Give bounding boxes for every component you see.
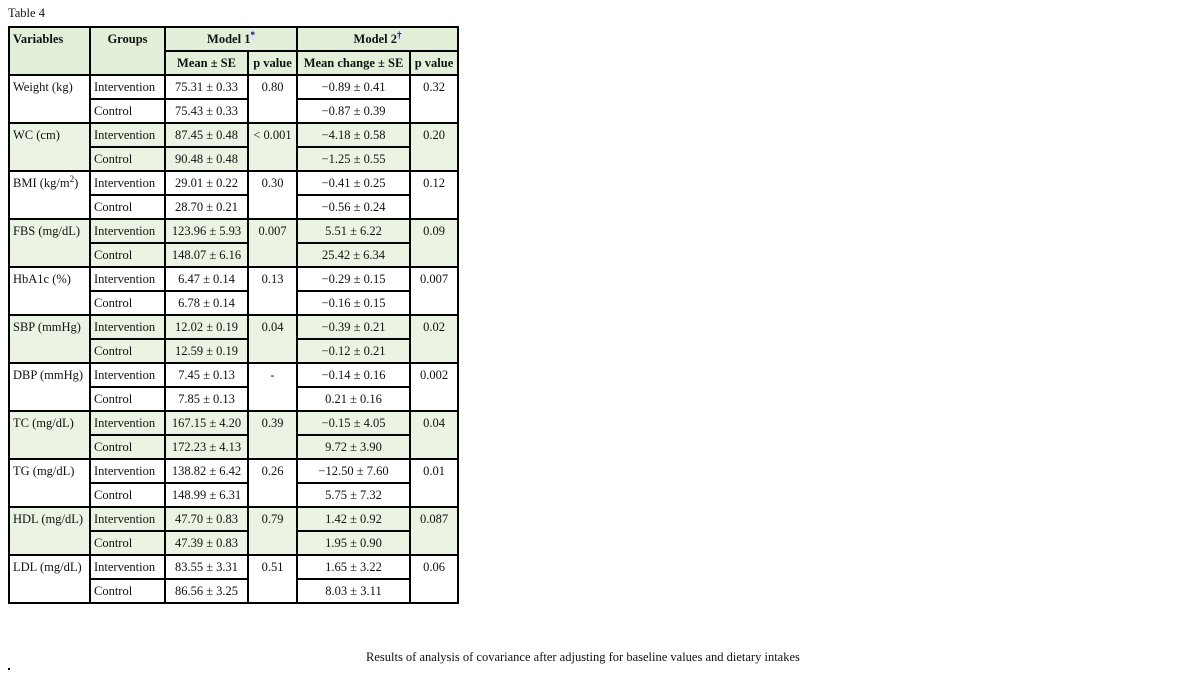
table-row — [9, 267, 458, 291]
variable-text: DBP (mmHg) — [13, 368, 84, 382]
mean-se-cell: 123.96 ± 5.93 — [165, 219, 248, 243]
mean-change-cell: 9.72 ± 3.90 — [297, 435, 410, 459]
group-cell: Intervention — [90, 363, 165, 387]
header-model1-footnote-mark[interactable]: * — [250, 29, 255, 40]
mean-change-cell: 5.75 ± 7.32 — [297, 483, 410, 507]
mean-se-cell: 148.99 ± 6.31 — [165, 483, 248, 507]
mean-se-cell: 87.45 ± 0.48 — [165, 123, 248, 147]
mean-change-cell: −12.50 ± 7.60 — [297, 459, 410, 483]
mean-change-cell: −0.41 ± 0.25 — [297, 171, 410, 195]
table-label: Table 4 — [8, 6, 45, 20]
mean-se-cell: 47.70 ± 0.83 — [165, 507, 248, 531]
mean-change-cell: −0.89 ± 0.41 — [297, 75, 410, 99]
variable-text: SBP (mmHg) — [13, 320, 81, 334]
header-mean-change-se: Mean change ± SE — [297, 51, 410, 75]
group-cell: Control — [90, 435, 165, 459]
results-table — [8, 26, 459, 604]
variable-cell — [9, 315, 90, 363]
variable-cell — [9, 411, 90, 459]
header-model1 — [165, 27, 297, 51]
mean-se-cell: 86.56 ± 3.25 — [165, 579, 248, 603]
mean-change-cell: −1.25 ± 0.55 — [297, 147, 410, 171]
p-value-model1-cell: 0.30 — [248, 171, 297, 219]
variable-cell — [9, 75, 90, 123]
mean-change-cell: −0.39 ± 0.21 — [297, 315, 410, 339]
header-p-value-2: p value — [410, 51, 458, 75]
mean-se-cell: 28.70 ± 0.21 — [165, 195, 248, 219]
variable-text: LDL (mg/dL) — [13, 560, 82, 574]
p-value-model1-cell: < 0.001 — [248, 123, 297, 171]
mean-change-cell: −0.16 ± 0.15 — [297, 291, 410, 315]
p-value-model1-cell: 0.51 — [248, 555, 297, 603]
mean-change-cell: −0.12 ± 0.21 — [297, 339, 410, 363]
p-value-model2-cell: 0.087 — [410, 507, 458, 555]
p-value-model2-cell: 0.01 — [410, 459, 458, 507]
header-groups: Groups — [90, 27, 165, 75]
mean-se-cell: 6.47 ± 0.14 — [165, 267, 248, 291]
table-caption: Results of analysis of covariance after adjusting for baseline values and dietary intakes — [366, 650, 800, 664]
table-body — [9, 75, 458, 603]
p-value-model2-cell: 0.007 — [410, 267, 458, 315]
group-cell: Control — [90, 579, 165, 603]
mean-se-cell: 75.43 ± 0.33 — [165, 99, 248, 123]
mean-change-cell: 8.03 ± 3.11 — [297, 579, 410, 603]
group-cell: Intervention — [90, 459, 165, 483]
mean-se-cell: 138.82 ± 6.42 — [165, 459, 248, 483]
variable-text: WC (cm) — [13, 128, 60, 142]
header-model2 — [297, 27, 458, 51]
variable-cell — [9, 171, 90, 219]
mean-se-cell: 75.31 ± 0.33 — [165, 75, 248, 99]
p-value-model1-cell: 0.39 — [248, 411, 297, 459]
mean-change-cell: 1.42 ± 0.92 — [297, 507, 410, 531]
header-model2-label: Model 2 — [353, 32, 397, 46]
p-value-model2-cell: 0.20 — [410, 123, 458, 171]
mean-change-cell: −0.87 ± 0.39 — [297, 99, 410, 123]
p-value-model1-cell: 0.13 — [248, 267, 297, 315]
mean-se-cell: 90.48 ± 0.48 — [165, 147, 248, 171]
mean-se-cell: 7.85 ± 0.13 — [165, 387, 248, 411]
group-cell: Control — [90, 243, 165, 267]
variable-text: TC (mg/dL) — [13, 416, 74, 430]
variable-superscript: 2 — [69, 173, 75, 184]
variable-text: HbA1c (%) — [13, 272, 71, 286]
p-value-model2-cell: 0.09 — [410, 219, 458, 267]
variable-cell — [9, 459, 90, 507]
mean-se-cell: 6.78 ± 0.14 — [165, 291, 248, 315]
p-value-model2-cell: 0.02 — [410, 315, 458, 363]
group-cell: Intervention — [90, 555, 165, 579]
p-value-model2-cell: 0.002 — [410, 363, 458, 411]
group-cell: Intervention — [90, 315, 165, 339]
table-row — [9, 171, 458, 195]
table-row — [9, 219, 458, 243]
p-value-model2-cell: 0.12 — [410, 171, 458, 219]
variable-cell — [9, 555, 90, 603]
p-value-model1-cell: 0.26 — [248, 459, 297, 507]
group-cell: Control — [90, 531, 165, 555]
group-cell: Intervention — [90, 171, 165, 195]
mean-change-cell: 1.95 ± 0.90 — [297, 531, 410, 555]
mean-se-cell: 172.23 ± 4.13 — [165, 435, 248, 459]
group-cell: Control — [90, 99, 165, 123]
group-cell: Intervention — [90, 411, 165, 435]
p-value-model1-cell: - — [248, 363, 297, 411]
group-cell: Intervention — [90, 267, 165, 291]
variable-text: BMI (kg/m — [13, 176, 70, 190]
group-cell: Control — [90, 483, 165, 507]
group-cell: Control — [90, 291, 165, 315]
mean-change-cell: 1.65 ± 3.22 — [297, 555, 410, 579]
table-row — [9, 315, 458, 339]
p-value-model2-cell: 0.04 — [410, 411, 458, 459]
mean-se-cell: 7.45 ± 0.13 — [165, 363, 248, 387]
header-model2-footnote-mark[interactable]: † — [396, 29, 402, 40]
mean-change-cell: −0.56 ± 0.24 — [297, 195, 410, 219]
group-cell: Control — [90, 339, 165, 363]
header-p-value-1: p value — [248, 51, 297, 75]
group-cell: Intervention — [90, 219, 165, 243]
group-cell: Intervention — [90, 75, 165, 99]
variable-cell — [9, 267, 90, 315]
mean-change-cell: 0.21 ± 0.16 — [297, 387, 410, 411]
variable-text: TG (mg/dL) — [13, 464, 75, 478]
mean-change-cell: −4.18 ± 0.58 — [297, 123, 410, 147]
table-row — [9, 123, 458, 147]
mean-change-cell: 25.42 ± 6.34 — [297, 243, 410, 267]
p-value-model2-cell: 0.32 — [410, 75, 458, 123]
stray-dot — [8, 668, 10, 670]
variable-cell — [9, 507, 90, 555]
variable-tail: ) — [74, 176, 79, 190]
table-row — [9, 555, 458, 579]
mean-se-cell: 47.39 ± 0.83 — [165, 531, 248, 555]
header-model1-label: Model 1 — [207, 32, 251, 46]
group-cell: Control — [90, 387, 165, 411]
group-cell: Intervention — [90, 123, 165, 147]
p-value-model1-cell: 0.79 — [248, 507, 297, 555]
header-variables: Variables — [9, 27, 90, 75]
table-row — [9, 75, 458, 99]
mean-se-cell: 12.02 ± 0.19 — [165, 315, 248, 339]
table-row — [9, 363, 458, 387]
variable-cell — [9, 219, 90, 267]
variable-cell — [9, 123, 90, 171]
p-value-model1-cell: 0.80 — [248, 75, 297, 123]
variable-text: HDL (mg/dL) — [13, 512, 84, 526]
mean-change-cell: −0.14 ± 0.16 — [297, 363, 410, 387]
mean-se-cell: 83.55 ± 3.31 — [165, 555, 248, 579]
table-row — [9, 411, 458, 435]
mean-change-cell: −0.29 ± 0.15 — [297, 267, 410, 291]
p-value-model1-cell: 0.007 — [248, 219, 297, 267]
mean-se-cell: 167.15 ± 4.20 — [165, 411, 248, 435]
variable-cell — [9, 363, 90, 411]
mean-se-cell: 148.07 ± 6.16 — [165, 243, 248, 267]
table-row — [9, 459, 458, 483]
mean-se-cell: 29.01 ± 0.22 — [165, 171, 248, 195]
header-mean-se: Mean ± SE — [165, 51, 248, 75]
mean-change-cell: 5.51 ± 6.22 — [297, 219, 410, 243]
mean-change-cell: −0.15 ± 4.05 — [297, 411, 410, 435]
variable-text: FBS (mg/dL) — [13, 224, 81, 238]
group-cell: Control — [90, 147, 165, 171]
group-cell: Control — [90, 195, 165, 219]
mean-se-cell: 12.59 ± 0.19 — [165, 339, 248, 363]
p-value-model1-cell: 0.04 — [248, 315, 297, 363]
group-cell: Intervention — [90, 507, 165, 531]
table-row — [9, 507, 458, 531]
variable-text: Weight (kg) — [13, 80, 73, 94]
p-value-model2-cell: 0.06 — [410, 555, 458, 603]
